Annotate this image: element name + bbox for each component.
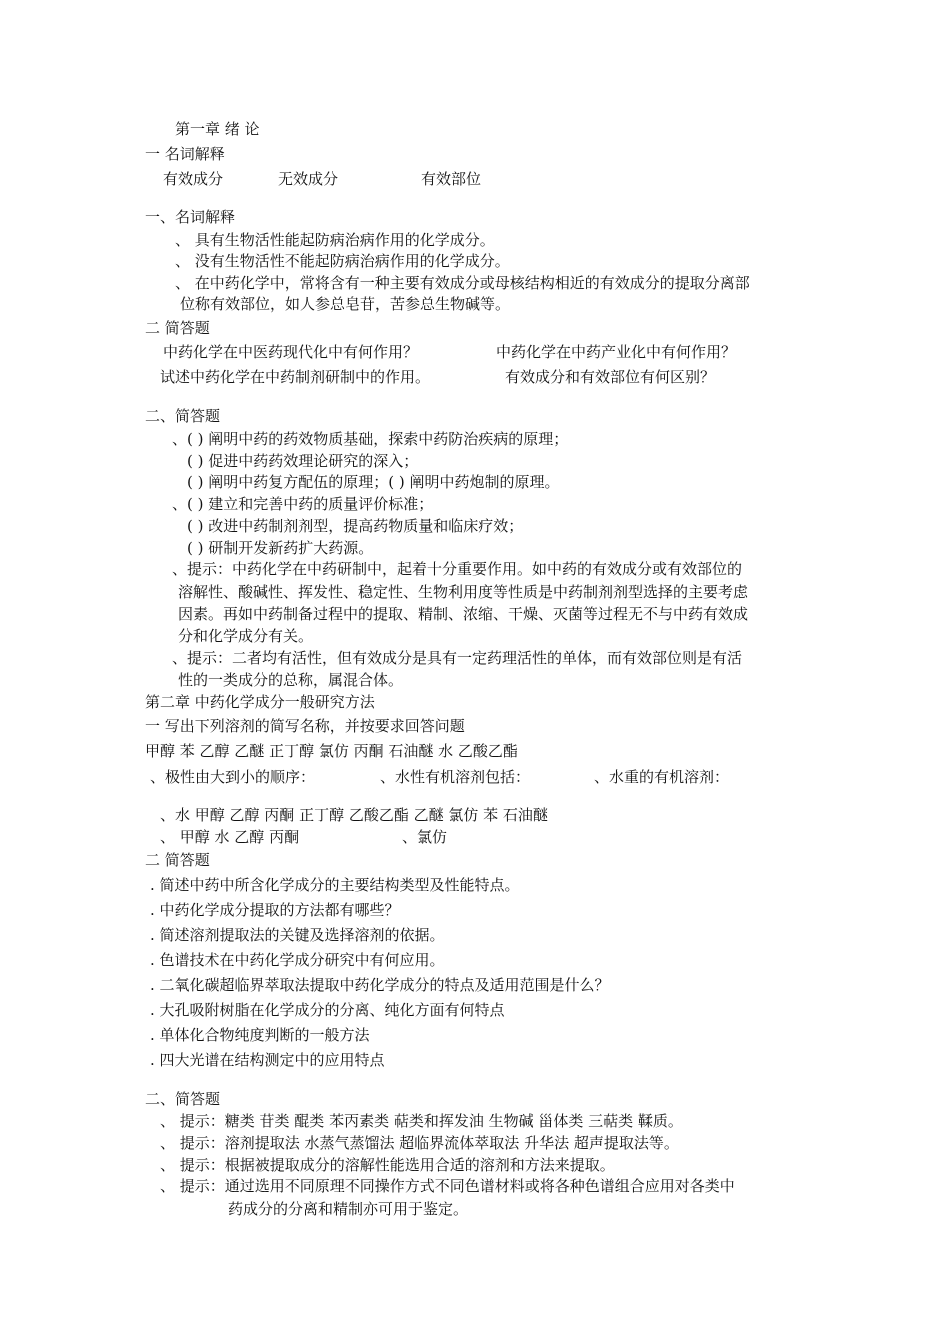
answer-aqueous: 、 甲醇 水 乙醇 丙酮 (160, 828, 300, 846)
term-1: 有效成分 (163, 170, 224, 188)
ch1-answer2-heading: 二、简答题 (145, 407, 221, 425)
question: 试述中药化学在中药制剂研制中的作用。 (160, 368, 431, 386)
question: 有效成分和有效部位有何区别？ (505, 368, 716, 386)
solvent-list: 甲醇 苯 乙醇 乙醚 正丁醇 氯仿 丙酮 石油醚 水 乙酸乙酯 (145, 742, 518, 760)
ch1-answer2-line: 、( ) 阐明中药的药效物质基础，探索中药防治疾病的原理； (172, 430, 569, 448)
ch2-question: . 二氧化碳超临界萃取法提取中药化学成分的特点及适用范围是什么？ (150, 976, 610, 994)
ch1-answer1-line: 、 没有生物活性不能起防病治病作用的化学成分。 (175, 252, 510, 270)
ch2-question: . 简述溶剂提取法的关键及选择溶剂的依据。 (150, 926, 445, 944)
ch1-answer1-line: 、 具有生物活性能起防病治病作用的化学成分。 (175, 231, 495, 249)
term-3: 有效部位 (421, 170, 482, 188)
ch1-answer1-line: 位称有效部位，如人参总皂苷，苦参总生物碱等。 (180, 295, 511, 313)
ch2-question: . 中药化学成分提取的方法都有哪些？ (150, 901, 400, 919)
ch1-answer2-line: 性的一类成分的总称，属混合体。 (178, 671, 404, 689)
ch2-answer2-line: 、 提示：溶剂提取法 水蒸气蒸馏法 超临界流体萃取法 升华法 超声提取法等。 (160, 1134, 679, 1152)
ch2-question: . 大孔吸附树脂在化学成分的分离、纯化方面有何特点 (150, 1001, 505, 1019)
ch1-answer2-line: 、提示：二者均有活性，但有效成分是具有一定药理活性的单体，而有效部位则是有活 (172, 649, 743, 667)
ch2-answer2-line: 、 提示：通过选用不同原理不同操作方式不同色谱材料或将各种色谱组合应用对各类中 (160, 1177, 735, 1195)
term-2: 无效成分 (278, 170, 339, 188)
ch1-answer2-line: ( ) 促进中药药效理论研究的深入； (187, 452, 419, 470)
ch2-section2-heading: 二 简答题 (145, 851, 210, 869)
ch1-terms-row (163, 169, 481, 189)
ch2-answer2-heading: 二、简答题 (145, 1090, 221, 1108)
answer-aqueous-row (160, 827, 447, 847)
chapter2-title: 第二章 中药化学成分一般研究方法 (145, 693, 375, 711)
ch2-answer2-line: 、 提示：根据被提取成分的溶解性能选用合适的溶剂和方法来提取。 (160, 1156, 615, 1174)
ch1-answer2-line: 分和化学成分有关。 (178, 627, 314, 645)
ch1-answer1-line: 、 在中药化学中，常将含有一种主要有效成分或母核结构相近的有效成分的提取分离部 (175, 274, 750, 292)
ch1-answer2-line: 因素。再如中药制备过程中的提取、精制、浓缩、干燥、灭菌等过程无不与中药有效成 (178, 605, 749, 623)
ch1-section1-heading: 一 名词解释 (145, 145, 225, 163)
question: 中药化学在中药产业化中有何作用？ (496, 343, 737, 361)
ch1-answer2-line: 、提示：中药化学在中药研制中，起着十分重要作用。如中药的有效成分或有效部位的 (172, 560, 743, 578)
ch1-answer2-line: 、( ) 建立和完善中药的质量评价标准； (172, 495, 434, 513)
ch2-section1-heading: 一 写出下列溶剂的简写名称，并按要求回答问题 (145, 717, 465, 735)
ch2-question: . 色谱技术在中药化学成分研究中有何应用。 (150, 951, 445, 969)
ch1-question-row (163, 342, 736, 362)
ch1-answer2-line: 溶解性、酸碱性、挥发性、稳定性、生物利用度等性质是中药制剂剂型选择的主要考虑 (178, 583, 749, 601)
ch2-answer2-line: 、 提示：糖类 苷类 醌类 苯丙素类 萜类和挥发油 生物碱 甾体类 三萜类 鞣质。 (160, 1112, 683, 1130)
ch2-question: . 单体化合物纯度判断的一般方法 (150, 1026, 370, 1044)
ch2-answer2-line: 药成分的分离和精制亦可用于鉴定。 (228, 1200, 469, 1218)
ch2-question: . 四大光谱在结构测定中的应用特点 (150, 1051, 385, 1069)
ch1-question-row (160, 367, 715, 387)
ch1-answer2-line: ( ) 研制开发新药扩大药源。 (187, 539, 374, 557)
prompt-polarity: 、极性由大到小的顺序： (150, 768, 316, 786)
prompt-heavier-than-water: 、水重的有机溶剂： (594, 768, 730, 786)
chapter1-title: 第一章 绪 论 (175, 120, 260, 138)
ch1-answer2-line: ( ) 阐明中药复方配伍的原理；( ) 阐明中药炮制的原理。 (187, 473, 560, 491)
answer-heavier-than-water: 、氯仿 (402, 828, 448, 846)
ch2-question: . 简述中药中所含化学成分的主要结构类型及性能特点。 (150, 876, 520, 894)
ch1-answer1-heading: 一、名词解释 (145, 208, 236, 226)
ch1-answer2-line: ( ) 改进中药制剂剂型，提高药物质量和临床疗效； (187, 517, 524, 535)
ch1-section2-heading: 二 简答题 (145, 319, 210, 337)
answer-polarity-order: 、水 甲醇 乙醇 丙酮 正丁醇 乙酸乙酯 乙醚 氯仿 苯 石油醚 (160, 806, 548, 824)
prompt-aqueous: 、水性有机溶剂包括： (380, 768, 531, 786)
ch2-prompt-row (150, 767, 729, 787)
question: 中药化学在中医药现代化中有何作用？ (163, 343, 419, 361)
